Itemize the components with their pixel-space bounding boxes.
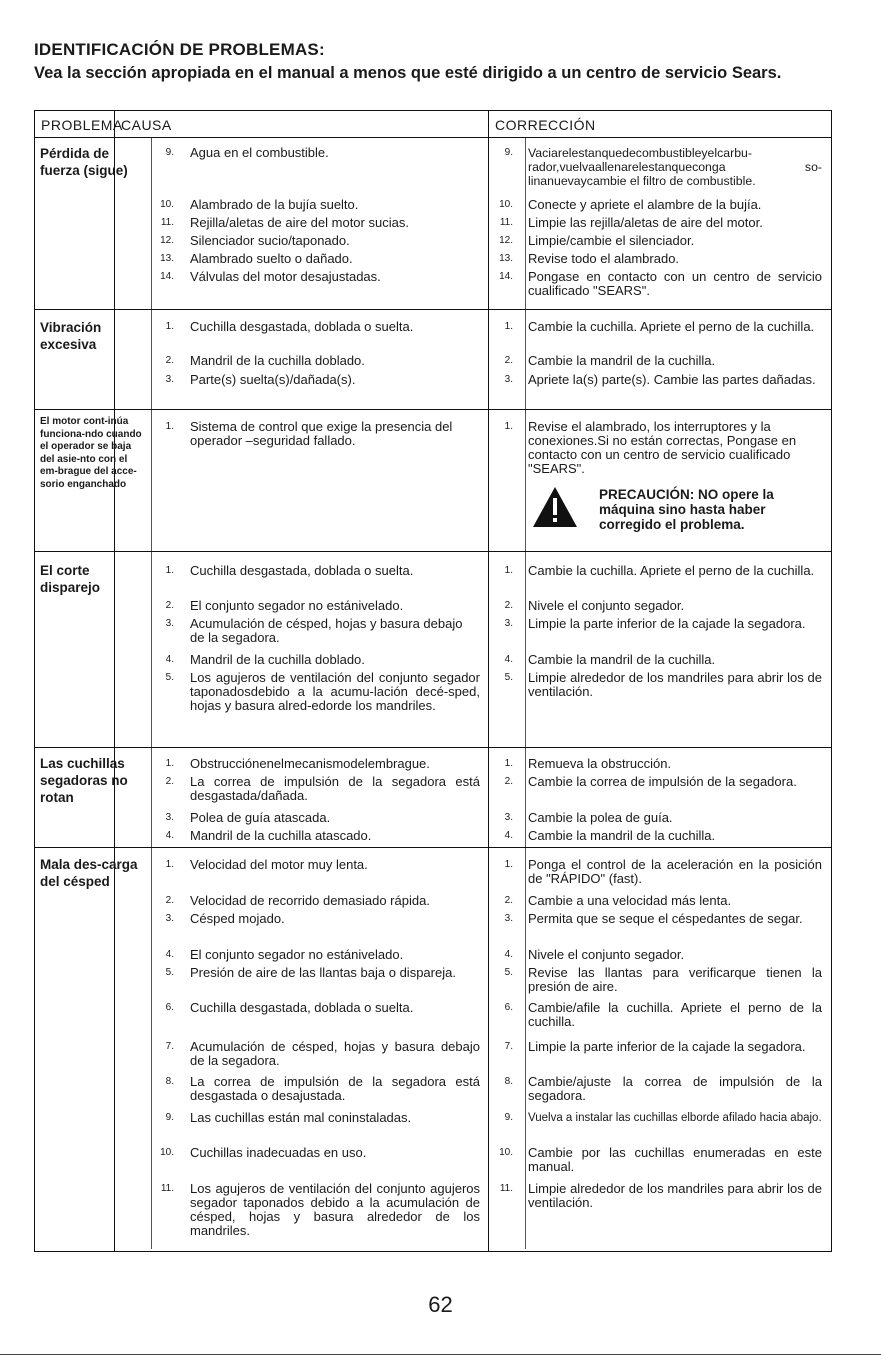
item-number: 2.: [165, 355, 174, 366]
item-number: 7.: [504, 1041, 513, 1052]
item-number: 11.: [499, 217, 513, 228]
item-number: 1.: [165, 421, 174, 432]
item-number: 14.: [499, 271, 513, 282]
cause-text: Cuchillas inadecuadas en uso.: [190, 1145, 367, 1160]
problem-label: Pérdida de fuerza (sigue): [40, 146, 128, 178]
cause-text: Acumulación de césped, hojas y basura debajo de la segadora.: [190, 616, 463, 645]
item-number: 4.: [504, 654, 513, 665]
cause-text: Silenciador sucio/taponado.: [190, 233, 350, 248]
correction-text: Apriete la(s) parte(s). Cambie las partes dañadas.: [528, 372, 816, 387]
cause-text: Parte(s) suelta(s)/dañada(s).: [190, 372, 356, 387]
row-divider: [35, 137, 831, 138]
correction-text: Cambie la cuchilla. Apriete el perno de la cuchilla.: [528, 563, 815, 578]
item-number: 9.: [165, 147, 174, 158]
item-number: 13.: [499, 253, 513, 264]
header-correccion: CORRECCIÓN: [495, 117, 596, 133]
correction-text: Pongase en contacto con un centro de servicio cualificado "SEARS".: [528, 269, 822, 298]
header-problema: PROBLEMA: [41, 117, 123, 133]
correction-text: Cambie por las cuchillas enumeradas en este manual.: [528, 1145, 822, 1174]
item-number: 14.: [160, 271, 174, 282]
number-divider: [525, 138, 526, 1249]
correction-text: Cambie/ajuste la correa de impulsión de la segadora.: [528, 1074, 822, 1103]
item-number: 4.: [165, 654, 174, 665]
item-number: 3.: [165, 618, 174, 629]
correction-text: Remueva la obstrucción.: [528, 756, 672, 771]
cause-text: Mandril de la cuchilla doblado.: [190, 652, 365, 667]
item-number: 11.: [160, 1183, 174, 1194]
item-number: 10.: [160, 199, 174, 210]
correction-text: Permita que se seque el céspedantes de segar.: [528, 911, 803, 926]
item-number: 9.: [504, 147, 513, 158]
item-number: 5.: [165, 672, 174, 683]
item-number: 2.: [165, 776, 174, 787]
cause-text: Alambrado suelto o dañado.: [190, 251, 353, 266]
correction-text: Nivele el conjunto segador.: [528, 947, 685, 962]
warning-text: PRECAUCIÓN: NO opere la máquina sino hasta haber corregido el problema.: [599, 487, 774, 532]
row-divider: [35, 409, 831, 410]
item-number: 8.: [165, 1076, 174, 1087]
correction-text: Limpie/cambie el silenciador.: [528, 233, 695, 248]
correction-text: Cambie la mandril de la cuchilla.: [528, 652, 716, 667]
problem-label: Las cuchillas segadoras no rotan: [40, 756, 128, 805]
cause-text: Cuchilla desgastada, doblada o suelta.: [190, 1000, 414, 1015]
item-number: 1.: [165, 321, 174, 332]
correction-text: Vaciarelestanquedecombustibleyelcarbu-rador,vuelvaallenarelestanqueconga so-linanuevaycambie el filtro de combustible.: [528, 146, 822, 188]
correction-text: Cambie a una velocidad más lenta.: [528, 893, 732, 908]
correction-text: Cambie la correa de impulsión de la segadora.: [528, 774, 797, 789]
item-number: 10.: [499, 1147, 513, 1158]
item-number: 4.: [165, 949, 174, 960]
header-causa: CAUSA: [121, 117, 172, 133]
item-number: 8.: [504, 1076, 513, 1087]
item-number: 2.: [504, 355, 513, 366]
cause-text: Cuchilla desgastada, doblada o suelta.: [190, 563, 414, 578]
cause-text: Velocidad del motor muy lenta.: [190, 857, 368, 872]
correction-text: Limpie la parte inferior de la cajade la segadora.: [528, 616, 806, 631]
cause-text: Presión de aire de las llantas baja o dispareja.: [190, 965, 456, 980]
item-number: 6.: [504, 1002, 513, 1013]
cause-text: El conjunto segador no estánivelado.: [190, 598, 404, 613]
item-number: 5.: [504, 672, 513, 683]
item-number: 7.: [165, 1041, 174, 1052]
problem-label: Mala des-carga del césped: [40, 857, 138, 889]
cause-text: Alambrado de la bujía suelto.: [190, 197, 359, 212]
item-number: 1.: [165, 859, 174, 870]
cause-text: Mandril de la cuchilla atascado.: [190, 828, 372, 843]
item-number: 12.: [499, 235, 513, 246]
row-divider: [35, 309, 831, 310]
item-number: 1.: [504, 758, 513, 769]
cause-text: Acumulación de césped, hojas y basura debajo de la segadora.: [190, 1039, 480, 1068]
correction-text: Cambie la cuchilla. Apriete el perno de la cuchilla.: [528, 319, 815, 334]
cause-text: Agua en el combustible.: [190, 145, 329, 160]
correction-text: Vuelva a instalar las cuchillas elborde afilado hacia abajo.: [528, 1112, 822, 1124]
cause-text: El conjunto segador no estánivelado.: [190, 947, 404, 962]
cause-text: Velocidad de recorrido demasiado rápida.: [190, 893, 430, 908]
cause-text: Válvulas del motor desajustadas.: [190, 269, 381, 284]
page-subtitle: Vea la sección apropiada en el manual a menos que esté dirigido a un centro de servicio Sears.: [34, 64, 782, 82]
correction-text: Limpie alrededor de los mandriles para abrir los de ventilación.: [528, 670, 822, 699]
item-number: 1.: [165, 565, 174, 576]
item-number: 3.: [504, 374, 513, 385]
item-number: 3.: [165, 812, 174, 823]
cause-text: Rejilla/aletas de aire del motor sucias.: [190, 215, 409, 230]
item-number: 2.: [165, 600, 174, 611]
correction-text: Revise las llantas para verificarque tienen la presión de aire.: [528, 965, 822, 994]
cause-text: Césped mojado.: [190, 911, 285, 926]
item-number: 4.: [504, 830, 513, 841]
item-number: 5.: [165, 967, 174, 978]
item-number: 12.: [160, 235, 174, 246]
correction-text: Revise el alambrado, los interruptores y la conexiones.Si no están correctas, Pongase en contacto con un centro de servicio cualificado "SEARS".: [528, 419, 797, 476]
problem-label: Vibración excesiva: [40, 320, 102, 352]
problem-label: El motor cont-inúa funciona-ndo cuando el operador se baja del asie-nto con el em-brague del acce-sorio enganchado: [40, 416, 142, 490]
correction-text: Cambie la polea de guía.: [528, 810, 673, 825]
item-number: 4.: [165, 830, 174, 841]
correction-text: Cambie la mandril de la cuchilla.: [528, 353, 716, 368]
item-number: 1.: [504, 421, 513, 432]
row-divider: [35, 747, 831, 748]
item-number: 10.: [499, 199, 513, 210]
correction-text: Conecte y apriete el alambre de la bujía.: [528, 197, 762, 212]
item-number: 2.: [504, 776, 513, 787]
cause-text: Polea de guía atascada.: [190, 810, 331, 825]
correction-text: Cambie la mandril de la cuchilla.: [528, 828, 716, 843]
troubleshooting-table: [34, 110, 832, 1252]
correction-text: Limpie alrededor de los mandriles para abrir los de ventilación.: [528, 1181, 822, 1210]
item-number: 2.: [504, 600, 513, 611]
correction-text: Limpie las rejilla/aletas de aire del motor.: [528, 215, 763, 230]
cause-text: Obstrucciónenelmecanismodelembrague.: [190, 756, 430, 771]
item-number: 1.: [165, 758, 174, 769]
cause-text: Los agujeros de ventilación del conjunto agujeros segador taponados debido a la acumulación de césped, hojas y basura alrededor de los mandriles.: [190, 1181, 480, 1238]
item-number: 5.: [504, 967, 513, 978]
item-number: 4.: [504, 949, 513, 960]
correction-text: Cambie/afile la cuchilla. Apriete el perno de la cuchilla.: [528, 1000, 822, 1029]
cause-text: La correa de impulsión de la segadora está desgastada/dañada.: [190, 774, 480, 803]
item-number: 1.: [504, 565, 513, 576]
item-number: 11.: [499, 1183, 513, 1194]
cause-text: Sistema de control que exige la presencia del operador –seguridad fallado.: [190, 419, 453, 448]
item-number: 3.: [165, 374, 174, 385]
cause-text: Los agujeros de ventilación del conjunto segador taponadosdebido a la acumu-lación decé-sped, hojas y basura alred-edorde los mandriles.: [190, 670, 480, 713]
item-number: 1.: [504, 859, 513, 870]
item-number: 3.: [504, 812, 513, 823]
item-number: 6.: [165, 1002, 174, 1013]
page-number: 62: [428, 1292, 453, 1317]
item-number: 10.: [160, 1147, 174, 1158]
correction-text: Ponga el control de la aceleración en la posición de "RÁPIDO" (fast).: [528, 857, 822, 886]
column-divider: [114, 111, 115, 1251]
cause-text: Mandril de la cuchilla doblado.: [190, 353, 365, 368]
bottom-rule: [0, 1354, 881, 1355]
warning-notice: [531, 479, 831, 539]
item-number: 3.: [504, 618, 513, 629]
item-number: 9.: [165, 1112, 174, 1123]
correction-text: Limpie la parte inferior de la cajade la segadora.: [528, 1039, 806, 1054]
row-divider: [35, 847, 831, 848]
item-number: 3.: [165, 913, 174, 924]
problem-label: El corte disparejo: [40, 563, 101, 595]
item-number: 9.: [504, 1112, 513, 1123]
cause-text: Las cuchillas están mal coninstaladas.: [190, 1110, 412, 1125]
cause-text: La correa de impulsión de la segadora está desgastada o desajustada.: [190, 1074, 480, 1103]
item-number: 13.: [160, 253, 174, 264]
item-number: 2.: [504, 895, 513, 906]
correction-text: Revise todo el alambrado.: [528, 251, 680, 266]
warning-icon: [531, 485, 579, 529]
item-number: 11.: [160, 217, 174, 228]
page-title: IDENTIFICACIÓN DE PROBLEMAS:: [34, 40, 325, 59]
cause-text: Cuchilla desgastada, doblada o suelta.: [190, 319, 414, 334]
item-number: 1.: [504, 321, 513, 332]
row-divider: [35, 551, 831, 552]
correction-text: Nivele el conjunto segador.: [528, 598, 685, 613]
item-number: 3.: [504, 913, 513, 924]
item-number: 2.: [165, 895, 174, 906]
